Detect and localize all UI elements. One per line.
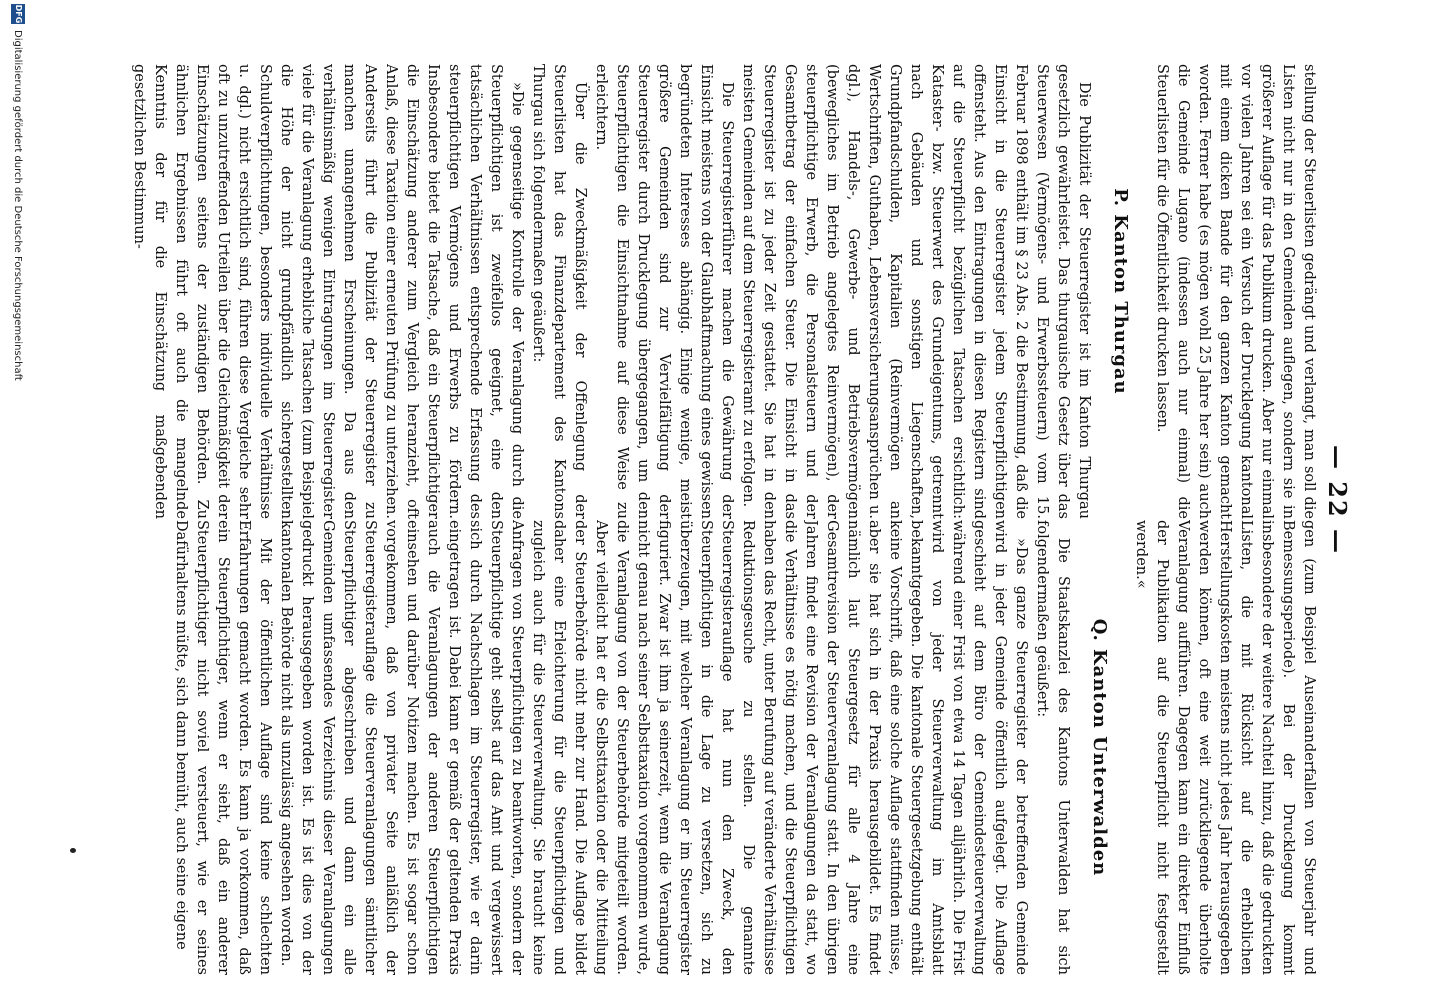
right-column	[129, 520, 1319, 975]
dfg-logo: DFG	[11, 4, 25, 24]
paragraph: Über die Zweckmäßigkeit der Offenlegung der Steuerlisten hat das Finanzdepartement des Kantons Thurgau sich folgendermaßen geäußert:	[530, 64, 588, 519]
digitization-credit: Digitalisierung gefördert durch die Deutsche Forschungsgemeinschaft	[12, 30, 24, 381]
continued-paragraph: stellung der Steuerlisten gedrängt und verlangt, man soll die Listen nicht nur in den Gemeinden auflegen, sondern sie in größerer Auflage für das Publikum drucken. Aber nur einmal vor vielen Jahren sei ein Versuch der Drucklegung kantonal mit einem dicken Bande für den ganzen Kanton gemacht worden. Ferner habe (es mögen wohl 25 Jahre her sein) auch die Gemeinde Lugano (indessen auch nur einmal) die Steuerlisten für die Öffentlichkeit drucken lassen.	[1154, 64, 1317, 519]
section-heading-thurgau: P. Kanton Thurgau	[1110, 188, 1131, 395]
page-header	[1323, 0, 1352, 1000]
quote-paragraph: »Die gegenseitige Kontrolle der Veranlagung durch die Steuerpflichtigen ist zweifellos geeignet, eine den tatsächlichen Verhältnissen entsprechende Erfassung des steuerpflichtigen Vermögens und Erwerbs zu fördern. Insbesondere bietet die Tatsache, daß ein Steuerpflichtiger die Einschätzung anderer zum Vergleich heranzieht, oft Anlaß, diese Taxation einer erneuten Prüfung zu unterziehen. Anderseits führt die Publizität der Steuerregister zu manchen unangenehmen Erscheinungen. Da aus den verhältnismäßig wenigen Eintragungen im Steuerregister viele für die Veranlagung erhebliche Tatsachen (zum Beispiel die Höhe der nicht grundpfändlich sichergestellten Schuldverpflichtungen, besonders individuelle Verhältnisse u. dgl.) nicht ersichtlich sind, führen diese Vergleiche sehr oft zu unzutreffenden Urteilen über die Gleichmäßigkeit der Einschätzungen seitens der zuständigen Behörden. Zu ähnlichen Ergebnissen führt oft auch die mangelnde Kenntnis der für die Einschätzung maßgebenden gesetzlichen Bestimmun-	[131, 64, 525, 519]
section-heading-unterwalden: Q. Kanton Unterwalden	[1089, 618, 1110, 877]
left-column	[129, 64, 1319, 519]
paragraph: Die Staatskanzlei des Kantons Unterwalden hat sich folgendermaßen geäußert:	[1034, 520, 1071, 975]
page-number: — 22 —	[1323, 444, 1352, 556]
digitization-footer	[6, 0, 30, 1004]
quote-paragraph: »Das ganze Steuerregister der betreffenden Gemeinde wird in jeder Gemeinde öffentlich aufgelegt. Die Auflage geschieht auf dem Büro der Gemeindesteuerverwaltung während einer Frist von etwa 14 Tagen alljährlich. Die Frist wird von jeder Steuerverwaltung im Amtsblatt bekanntgegeben. Die kantonale Steuergesetzgebung enthält keine Vorschrift, daß eine solche Auflage stattfinden müsse, aber sie hat sich in der Praxis herausgebildet. Es findet nämlich laut Steuergesetz für alle 4 Jahre eine Gesamtrevision der Steuerveranlagung statt. In den übrigen Jahren findet eine Revision der Veranlagungen da statt, wo die Verhältnisse es nötig machen, und die Steuerpflichtigen haben das Recht, unter Berufung auf veränderte Verhältnisse Reduktionsgesuche zu stellen. Die genannte Steuerregisterauflage hat nun den Zweck, den Steuerpflichtigen in die Lage zu versetzen, sich zu überzeugen, mit welcher Veranlagung er im Steuerregister figuriert. Zwar ist ihm ja seinerzeit, wenn die Veranlagung nicht genau nach seiner Selbsttaxation vorgenommen wurde, die Veranlagung von der Steuerbehörde mitgeteilt worden. Aber vielleicht hat er die Selbsttaxation oder die Mitteilung der Steuerbehörde nicht mehr zur Hand. Die Auflage bildet daher eine Erleichterung für die Steuerpflichtigen und zugleich auch für die Steuerverwaltung. Sie braucht keine Anfragen von Steuerpflichtigen zu beantworten, sondern der Steuerpflichtige geht selbst auf das Amt und vergewissert sich durch Nachschlagen im Steuerregister, wie er darin eingetragen ist. Dabei kann er gemäß der geltenden Praxis auch die Veranlagungen der anderen Steuerpflichtigen einsehen und darüber Notizen machen. Es ist sogar schon vorgekommen, daß von privater Seite anläßlich der Steuerregisterauflage die Steuerveranlagungen sämtlicher Steuerpflichtiger abgeschrieben und dann ein alle Gemeinden umfassendes Verzeichnis dieser Veranlagungen gedruckt herausgegeben worden ist. Es ist dies von der kantonalen Behörde nicht als unzulässig angesehen worden.	[278, 520, 1029, 975]
paragraph: Mit der öffentlichen Auflage sind keine schlechten Erfahrungen gemacht worden. Es kann ja vorkommen, daß ein Steuerpflichtiger, wenn er sieht, daß ein anderer Steuerpflichtiger nicht soviel versteuert, wie er seines Dafürhaltens müßte, sich dann bemüht, auch seine eigene	[173, 520, 273, 975]
paragraph: Die Steuerregisterführer machen die Gewährung der Einsicht meistens von der Glaubhaftmachung eines gewissen begründeten Interesses abhängig. Einige wenige, meist größere Gemeinden sind zur Vervielfältigung der Steuerregister durch Drucklegung übergegangen, um den Steuerpflichtigen die Einsichtnahme auf diese Weise zu erleichtern.	[593, 64, 735, 519]
ink-mark	[70, 848, 76, 853]
paragraph: Die Publizität der Steuerregister ist im Kanton Thurgau gesetzlich gewährleistet. Das thurgauische Gesetz über das Steuerwesen (Vermögens- und Erwerbssteuern) vom 15. Februar 1898 enthält im § 23 Abs. 2 die Bestimmung, daß die Einsicht in die Steuerregister jedem Steuerpflichtigen offensteht. Aus den Eintragungen in diesen Registern sind auf die Steuerpflicht bezüglichen Tatsachen ersichtlich: Kataster- bzw. Steuerwert des Grundeigentums, getrennt nach Gebäuden und sonstigen Liegenschaften, Grundpfandschulden, Kapitalien (Reinvermögen an Wertschriften, Guthaben, Lebensversicherungsansprüchen u. dgl.), Handels-, Gewerbe- und Betriebsvermögen (bewegliches im Betrieb angelegtes Reinvermögen), der steuerpflichtige Erwerb, die Personalsteuern und der Gesamtbetrag der einfachen Steuer. Die Einsicht in das Steuerregister ist zu jeder Zeit gestattet. Sie hat in den meisten Gemeinden auf dem Steuerregisteramt zu erfolgen.	[740, 64, 1092, 519]
continued-paragraph: gen (zum Beispiel Auseinanderfallen von Steuerjahr und Bemessungsperiode). Bei der Drucklegung kommt insbesondere der weitere Nachteil hinzu, daß die gedruckten Listen, die mit Rücksicht auf die erheblichen Herstellungskosten meistens nicht jedes Jahr herausgegeben werden können, oft eine weit zurückliegende überholte Veranlagung aufführen. Dagegen kann ein direkter Einfluß der Publikation auf die Steuerpflicht nicht festgestellt werden.«	[1133, 520, 1317, 975]
